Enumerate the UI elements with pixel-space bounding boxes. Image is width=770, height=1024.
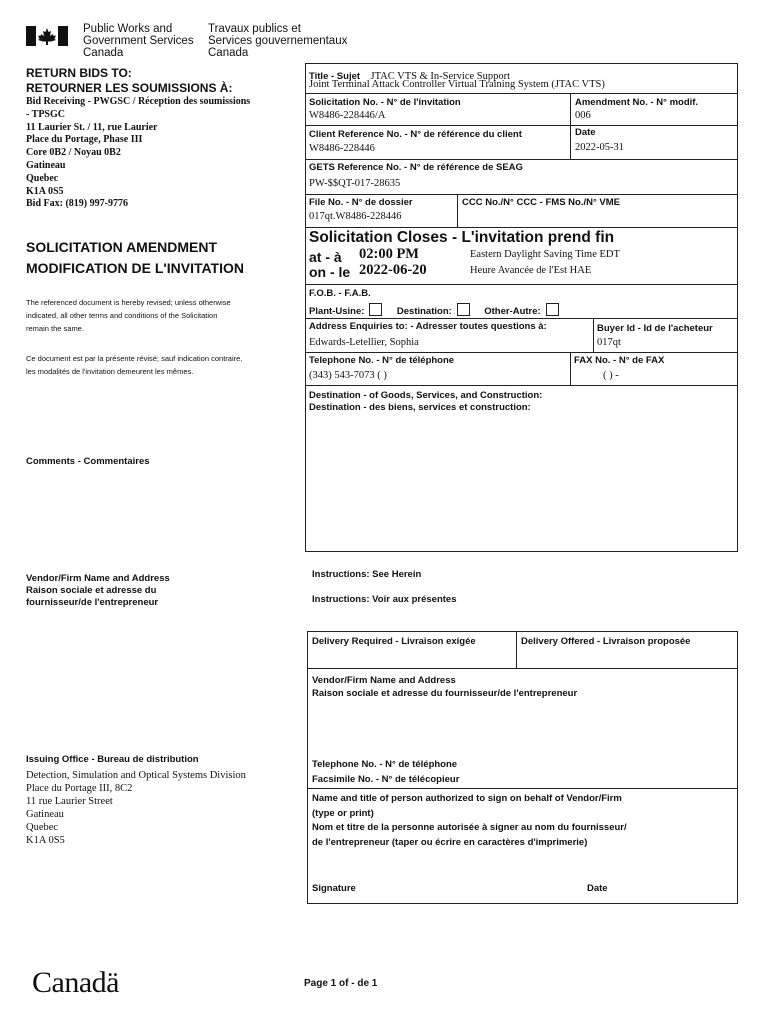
signature-date-label: Date: [587, 883, 608, 894]
buyer-id-label: Buyer Id - Id de l'acheteur: [597, 323, 713, 334]
closes-title: Solicitation Closes - L'invitation prend fin: [309, 229, 615, 246]
return-bids-title: [26, 66, 232, 96]
issuing-line: Quebec: [26, 822, 59, 833]
address-line: K1A 0S5: [26, 185, 64, 197]
note-line: les modalités de l'invitation demeurent les mêmes.: [26, 367, 194, 376]
fax-label: FAX No. - N° de FAX: [574, 355, 665, 366]
amendment-note-en: [26, 296, 231, 335]
other-label: Other-Autre:: [484, 306, 541, 317]
canada-wordmark: Canadä: [32, 966, 119, 999]
note-line: Ce document est par la présente révisé; sauf indication contraire,: [26, 354, 243, 363]
tz-en: Eastern Daylight Saving Time EDT: [470, 249, 620, 260]
amendment-note-fr: [26, 352, 242, 378]
at-label: at - à: [309, 249, 342, 265]
return-bids-title-fr: RETOURNER LES SOUMISSIONS À:: [26, 81, 233, 95]
dept-fr-line: Travaux publics et: [208, 23, 301, 35]
buyer-id-value: 017qt: [597, 337, 621, 348]
plant-label: Plant-Usine:: [309, 306, 365, 317]
vendor-fax-label: Facsimile No. - N° de télécopieur: [312, 774, 460, 785]
address-line: Gatineau: [26, 159, 66, 171]
destination-label-en: Destination - of Goods, Services, and Construction:: [309, 390, 543, 401]
amendment-title-en: SOLICITATION AMENDMENT: [26, 239, 218, 255]
client-ref-label: Client Reference No. - N° de référence du client: [309, 129, 522, 140]
note-line: The referenced document is hereby revised; unless otherwise: [26, 298, 231, 307]
solicitation-value: W8486-228446/A: [309, 110, 386, 121]
destination-label: [309, 390, 542, 413]
issuing-line: Gatineau: [26, 809, 64, 820]
vendor-label-en: Vendor/Firm Name and Address: [312, 675, 456, 686]
dept-name-en: [83, 23, 194, 59]
issuing-line: 11 rue Laurier Street: [26, 796, 113, 807]
on-value: 2022-06-20: [359, 262, 427, 278]
destination-label-fr: Destination - des biens, services et construction:: [309, 401, 531, 413]
instructions-en: Instructions: See Herein: [312, 569, 422, 580]
auth-line: de l'entrepreneur (taper ou écrire en caractères d'imprimerie): [312, 836, 588, 848]
vendor-left-label: [26, 573, 170, 609]
comments-label: Comments - Commentaires: [26, 456, 150, 467]
dept-en-line: Canada: [83, 47, 124, 59]
issuing-office-address: [26, 769, 246, 847]
page-number: Page 1 of - de 1: [304, 978, 378, 989]
signature-label: Signature: [312, 883, 356, 894]
title-label: Title - Sujet: [309, 71, 361, 82]
telephone-label: Telephone No. - N° de téléphone: [309, 355, 455, 366]
file-label: File No. - N° de dossier: [309, 197, 413, 208]
solicitation-label: Solicitation No. - N° de l'invitation: [309, 97, 461, 108]
amendment-title: [26, 237, 244, 279]
fax-value: ( ) -: [603, 370, 619, 381]
fob-options: [309, 301, 569, 319]
vendor-line: Raison sociale et adresse du: [26, 585, 157, 596]
gets-label: GETS Reference No. - N° de référence de SEAG: [309, 162, 523, 173]
vendor-line: Vendor/Firm Name and Address: [26, 573, 170, 584]
address-line: 11 Laurier St. / 11, rue Laurier: [26, 121, 158, 133]
return-bids-address: [26, 96, 250, 211]
note-line: remain the same.: [26, 324, 84, 333]
destination-checkbox[interactable]: [457, 303, 470, 316]
amendment-label: Amendment No. - N° modif.: [575, 97, 699, 108]
return-bids-title-en: RETURN BIDS TO:: [26, 66, 132, 80]
address-line: Quebec: [26, 172, 59, 184]
address-line: Place du Portage, Phase III: [26, 134, 143, 146]
destination-option-label: Destination:: [396, 306, 452, 317]
delivery-offered-label: Delivery Offered - Livraison proposée: [521, 636, 691, 647]
date-label: Date: [575, 127, 596, 138]
address-line: Core 0B2 / Noyau 0B2: [26, 147, 121, 159]
date-value: 2022-05-31: [575, 142, 624, 153]
auth-line: Name and title of person authorized to sign on behalf of Vendor/Firm: [312, 793, 622, 804]
issuing-line: Place du Portage III, 8C2: [26, 783, 133, 794]
dept-name-fr: [208, 23, 347, 59]
dept-fr-line: Canada: [208, 47, 249, 59]
client-ref-value: W8486-228446: [309, 143, 375, 154]
authorized-person-label: [312, 792, 627, 850]
instructions-fr: Instructions: Voir aux présentes: [312, 594, 457, 605]
plant-checkbox[interactable]: [369, 303, 382, 316]
canada-flag-icon: [26, 26, 68, 46]
on-label: on - le: [309, 264, 351, 280]
address-enquiries-value: Edwards-Letellier, Sophia: [309, 337, 419, 348]
ccc-label: CCC No./N° CCC - FMS No./N° VME: [462, 197, 621, 208]
vendor-name-address-label: [312, 674, 577, 700]
title-value: JTAC VTS & In-Service Support: [370, 71, 511, 82]
vendor-phone-label: Telephone No. - N° de téléphone: [312, 759, 458, 770]
dept-en-line: Public Works and: [83, 23, 173, 35]
tz-fr: Heure Avancée de l'Est HAE: [470, 265, 592, 276]
other-checkbox[interactable]: [546, 303, 559, 316]
bid-fax: Bid Fax: (819) 997-9776: [26, 198, 128, 210]
delivery-required-label: Delivery Required - Livraison exigée: [312, 636, 476, 647]
issuing-line: K1A 0S5: [26, 835, 65, 846]
file-value: 017qt.W8486-228446: [309, 211, 402, 222]
amendment-title-fr: MODIFICATION DE L'INVITATION: [26, 260, 244, 276]
gets-value: PW-$$QT-017-28635: [309, 178, 401, 189]
auth-line: Nom et titre de la personne autorisée à signer au nom du fournisseur/: [312, 822, 627, 833]
address-line: - TPSGC: [26, 108, 65, 120]
dept-en-line: Government Services: [83, 35, 194, 47]
title-value-2: Joint Terminal Attack Controller Virtual Training System (JTAC VTS): [309, 79, 605, 90]
issuing-office-label: Issuing Office - Bureau de distribution: [26, 754, 199, 765]
vendor-label-fr: Raison sociale et adresse du fournisseur/de l'entrepreneur: [312, 688, 578, 699]
auth-line: (type or print): [312, 807, 374, 819]
address-enquiries-label: Address Enquiries to: - Adresser toutes questions à:: [309, 321, 547, 332]
issuing-line: Detection, Simulation and Optical Systems Division: [26, 770, 246, 781]
address-line: Bid Receiving - PWGSC / Réception des soumissions: [26, 96, 251, 107]
at-value: 02:00 PM: [359, 246, 419, 262]
amendment-value: 006: [575, 110, 591, 121]
telephone-value: (343) 543-7073 ( ): [309, 370, 387, 381]
vendor-line: fournisseur/de l'entrepreneur: [26, 597, 159, 608]
note-line: indicated, all other terms and conditions of the Solicitation: [26, 311, 218, 320]
dept-fr-line: Services gouvernementaux: [208, 35, 348, 47]
fob-label: F.O.B. - F.A.B.: [309, 288, 371, 299]
